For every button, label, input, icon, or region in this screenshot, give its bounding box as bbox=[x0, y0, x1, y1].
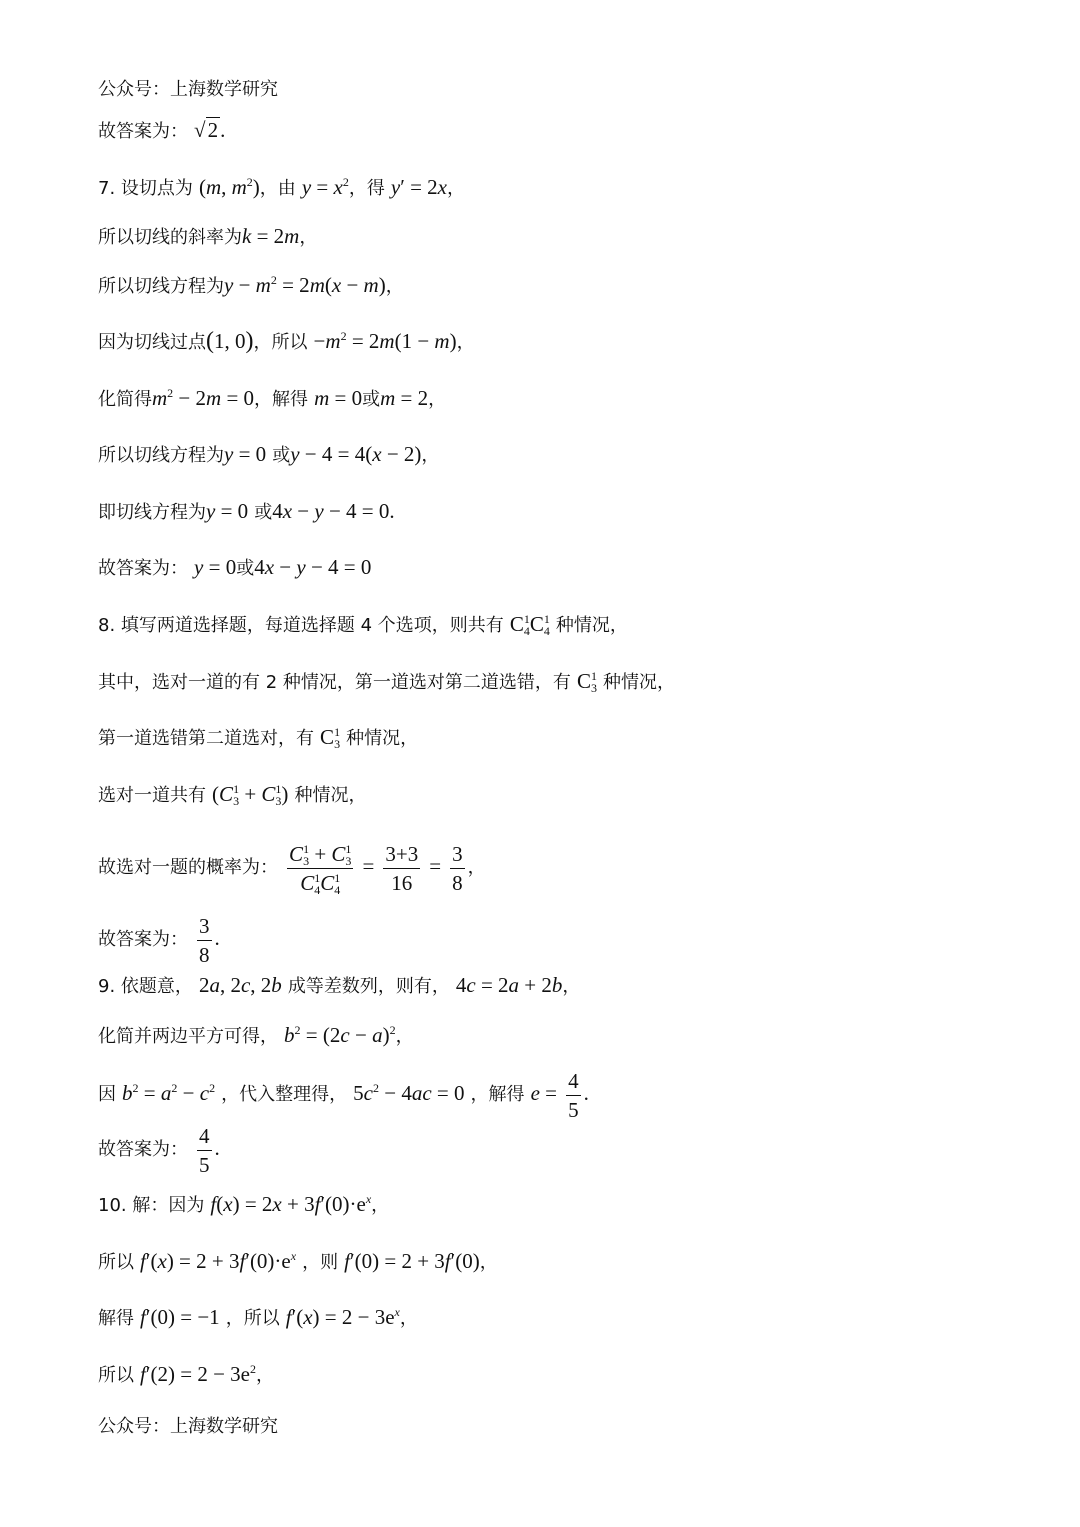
q10-line-2: 所以 $f'(x) = 2 + 3f'(0)\cdot e^x$ ，则 f′(0) = 2 + 3f′(0)， bbox=[98, 1249, 498, 1273]
q9-line-3: 因 $b^2 = a^2 - c^2$ ，代入整理得， $5c^2 - 4ac = 0$ ，解得 e = $\frac{4}{5}$ . bbox=[98, 1068, 589, 1122]
q7-line-4: 因为切线过点(1, 0)，所以 $-m^2 = 2m(1 - m)$， bbox=[98, 328, 475, 354]
q8-line-3: 第一道选错第二道选对，有 $C^1_3$ 种情况， bbox=[98, 725, 419, 751]
q7-line-7: 即切线方程为y = 0 或4x − y − 4 = 0. bbox=[98, 499, 395, 523]
q8-answer: 故答案为： $\frac{3}{8}$ . bbox=[98, 913, 220, 967]
probability-fraction: $\frac{C^1_3 + C^1_3}{C^1_4C^1_4}$ bbox=[289, 841, 352, 897]
q10-line-3: 解得 f′(0) = −1 ，所以 $f'(x) = 2 - 3e^x$， bbox=[98, 1305, 418, 1329]
q7-answer: 故答案为： y = 0或4x − y − 4 = 0 bbox=[98, 555, 372, 579]
q7-line-5: 化简得$m^2 - 2m = 0$，解得 m = 0或m = 2， bbox=[98, 386, 447, 410]
header-watermark: 公众号：上海数学研究 bbox=[98, 79, 278, 100]
q9-answer: 故答案为： $\frac{4}{5}$ . bbox=[98, 1123, 220, 1177]
sqrt-two: √2 bbox=[194, 118, 219, 142]
q7-line-6: 所以切线方程为y = 0 或y − 4 = 4(x − 2)， bbox=[98, 442, 440, 466]
q10-line-4: 所以 $f'(2) = 2 - 3e^2$， bbox=[98, 1362, 274, 1386]
answer-line-q6: 故答案为： √2. bbox=[98, 118, 226, 142]
q9-line-2: 化简并两边平方可得， $b^2 = (2c - a)^2$， bbox=[98, 1023, 414, 1047]
q8-line-4: 选对一道共有 $(C^1_3 + C^1_3)$ 种情况， bbox=[98, 782, 367, 808]
q10-line-1: 10. 解：因为 $f(x) = 2x + 3f'(0)\cdot e^x$， bbox=[98, 1192, 390, 1216]
q8-line-2: 其中，选对一道的有 2 种情况，第一道选对第二道选错，有 $C^1_3$ 种情况， bbox=[98, 669, 676, 695]
answer-label: 故答案为： bbox=[98, 121, 188, 142]
q8-line-5: 故选对一题的概率为： $\frac{C^1_3 + C^1_3}{C^1_4C^1_4}$ = $\frac{3+3}{16}$ = $\frac{3}{8}$ ， bbox=[98, 841, 486, 897]
q9-line-1: 9. 依题意， 2a, 2c, 2b 成等差数列，则有， 4c = 2a + 2b， bbox=[98, 973, 581, 997]
q7-line-3: 所以切线方程为$y - m^2 = 2m(x - m)$， bbox=[98, 273, 404, 297]
footer-watermark: 公众号：上海数学研究 bbox=[98, 1416, 278, 1437]
q7-line-1: 7. 设切点为 (m, $m^2$)，由 $y = x^2$，得 y′ = 2x， bbox=[98, 175, 465, 199]
q8-line-1: 8. 填写两道选择题，每道选择题 4 个选项，则共有 $C^1_4C^1_4$ 种情况， bbox=[98, 612, 628, 638]
q7-line-2: 所以切线的斜率为k = 2m， bbox=[98, 224, 318, 248]
